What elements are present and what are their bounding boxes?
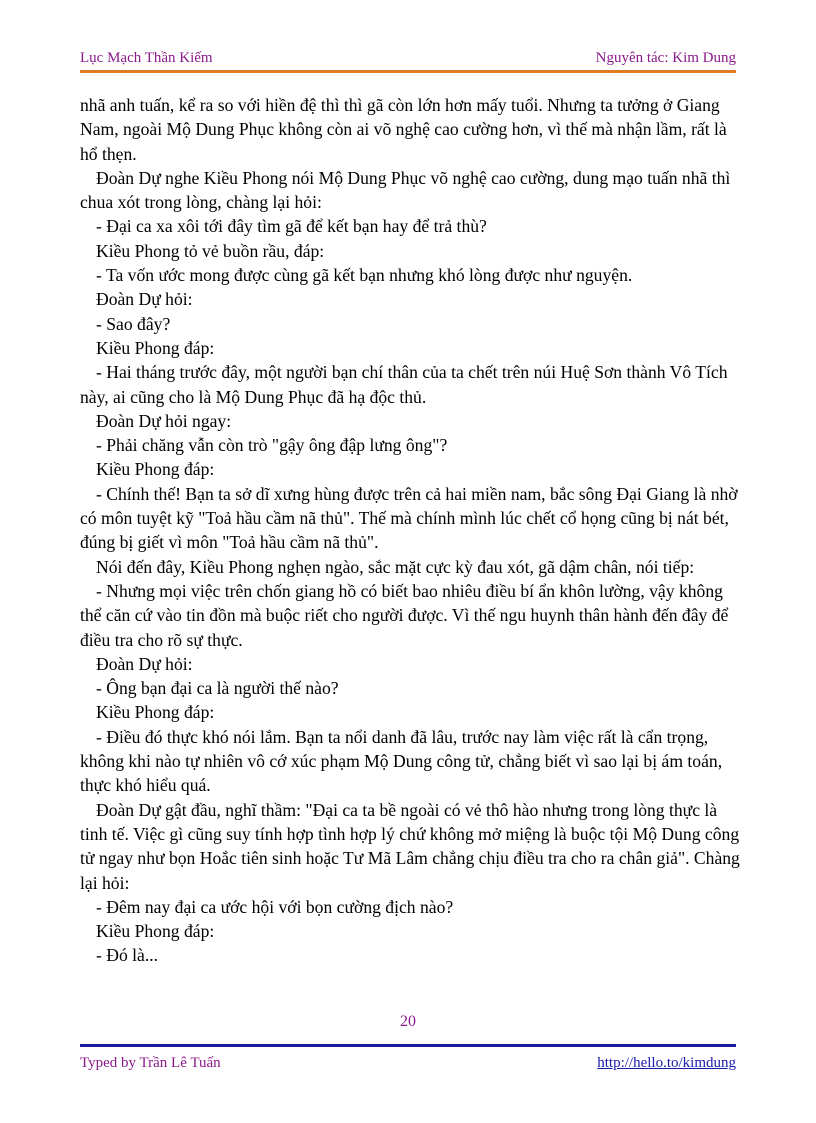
paragraph: Đoàn Dự nghe Kiều Phong nói Mộ Dung Phục võ nghệ cao cường, dung mạo tuấn nhã thì chua xót trong lòng, chàng lại hỏi: bbox=[80, 167, 731, 213]
paragraph: Kiều Phong đáp: bbox=[96, 459, 215, 480]
paragraph: - Chính thế! Bạn ta sở dĩ xưng hùng được trên cả hai miền nam, bắc sông Đại Giang là nhờ có môn tuyệt kỹ "Toả hầu cầm nã thủ". Thế mà chính mình lúc chết cổ họng cũng bị nát bét, đúng bị giết vì môn "Toả hầu cầm nã thủ". bbox=[80, 483, 738, 553]
paragraph: nhã anh tuấn, kể ra so với hiền đệ thì thì gã còn lớn hơn mấy tuổi. Nhưng ta tưởng ở Giang Nam, ngoài Mộ Dung Phục không còn ai võ nghệ cao cường hơn, vì thế mà nhận lầm, rất là hổ thẹn. bbox=[80, 95, 727, 164]
paragraph: Đoàn Dự hỏi ngay: bbox=[96, 410, 232, 431]
paragraph: - Ta vốn ước mong được cùng gã kết bạn nhưng khó lòng được như nguyện. bbox=[96, 265, 633, 286]
paragraph: - Nhưng mọi việc trên chốn giang hồ có biết bao nhiêu điều bí ẩn khôn lường, vậy không thể căn cứ vào tin đồn mà buộc riết cho người được. Vì thế ngu huynh thân hành đến đây để điều tra cho rõ sự thực. bbox=[80, 580, 729, 650]
body-text bbox=[80, 93, 740, 968]
website-link[interactable]: http://hello.to/kimdung bbox=[597, 1055, 736, 1071]
paragraph: Đoàn Dự gật đầu, nghĩ thầm: "Đại ca ta bề ngoài có vẻ thô hào nhưng trong lòng thực là tinh tế. Việc gì cũng suy tính hợp tình hợp lý chứ không mở miệng là buộc tội Mộ Dung công tử ngay như bọn Hoắc tiên sinh hoặc Tư Mã Lâm chẳng chịu điều tra cho ra chân giả". Chàng lại hỏi: bbox=[80, 799, 740, 893]
paragraph: - Sao đây? bbox=[96, 313, 171, 334]
book-title: Lục Mạch Thần Kiếm bbox=[80, 50, 213, 66]
paragraph: Kiều Phong đáp: bbox=[96, 702, 215, 723]
footer-divider bbox=[80, 1044, 736, 1047]
paragraph: - Điều đó thực khó nói lắm. Bạn ta nổi danh đã lâu, trước nay làm việc rất là cẩn trọng, không khi nào tự nhiên vô cớ xúc phạm Mộ Dung công tử, chẳng biết vì sao lại bị ám toán, thực khó hiểu quá. bbox=[80, 726, 723, 796]
paragraph: Nói đến đây, Kiều Phong nghẹn ngào, sắc mặt cực kỳ đau xót, gã dậm chân, nói tiếp: bbox=[96, 556, 695, 577]
paragraph: - Đó là... bbox=[96, 945, 159, 966]
paragraph: - Ông bạn đại ca là người thế nào? bbox=[96, 678, 339, 699]
paragraph: Đoàn Dự hỏi: bbox=[96, 289, 193, 310]
paragraph: - Đêm nay đại ca ước hội với bọn cường địch nào? bbox=[96, 896, 454, 917]
paragraph: - Hai tháng trước đây, một người bạn chí thân của ta chết trên núi Huệ Sơn thành Vô Tích này, ai cũng cho là Mộ Dung Phục đã hạ độc thủ. bbox=[80, 362, 728, 407]
page-number: 20 bbox=[400, 1013, 416, 1030]
paragraph: Kiều Phong đáp: bbox=[96, 337, 215, 358]
paragraph: Đoàn Dự hỏi: bbox=[96, 653, 193, 674]
author-credit: Nguyên tác: Kim Dung bbox=[595, 50, 736, 66]
paragraph: - Phải chăng vẫn còn trò "gậy ông đập lưng ông"? bbox=[96, 435, 448, 456]
page-header bbox=[80, 48, 736, 73]
paragraph: - Đại ca xa xôi tới đây tìm gã để kết bạn hay để trả thù? bbox=[96, 216, 487, 237]
paragraph: Kiều Phong đáp: bbox=[96, 921, 215, 942]
page-footer bbox=[80, 1055, 736, 1075]
typist-credit: Typed by Trần Lê Tuấn bbox=[80, 1055, 221, 1071]
paragraph: Kiều Phong tỏ vẻ buồn rầu, đáp: bbox=[96, 240, 325, 261]
